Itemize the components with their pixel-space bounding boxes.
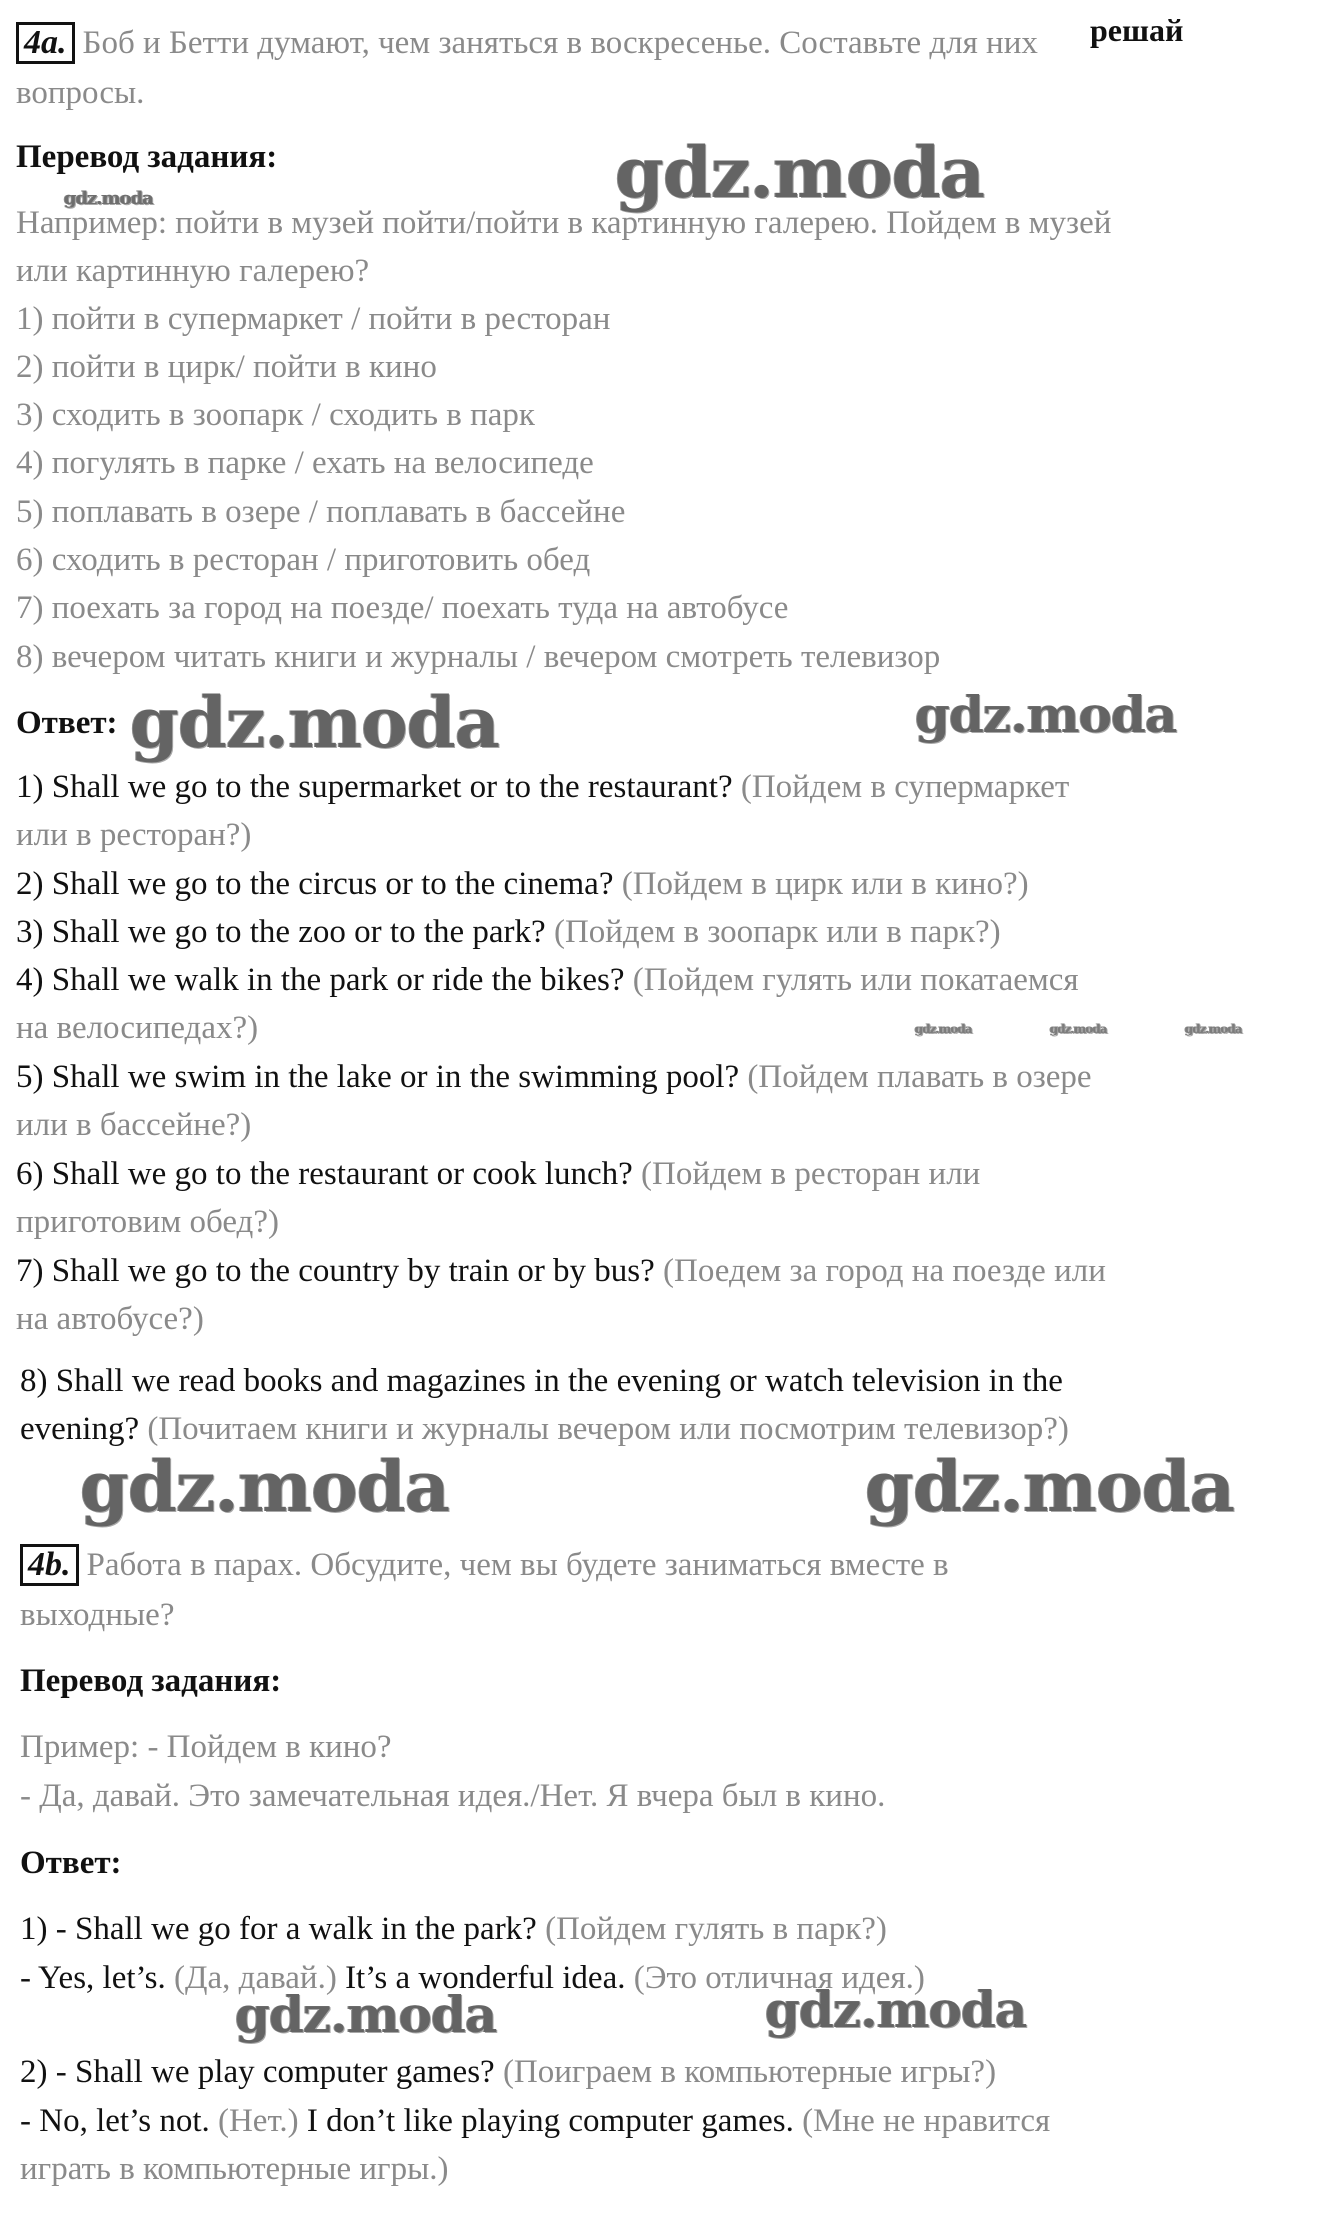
answer-item-3 xyxy=(16,909,1001,956)
task-4a-prompt-text: Боб и Бетти думают, чем заняться в воскресенье. Составьте для них xyxy=(82,25,1038,61)
answer-ru-cont: на велосипедах?) xyxy=(16,1010,259,1046)
watermark: gdz.moda xyxy=(865,1445,1235,1528)
answer-en: 2) Shall we go to the circus or to the cinema? xyxy=(16,866,614,902)
answer-item-7 xyxy=(16,1248,1106,1295)
task-4a-prompt xyxy=(16,20,1038,67)
watermark: gdz.moda xyxy=(80,1445,450,1528)
translation-line: или картинную галерею? xyxy=(16,253,370,289)
answer-ru: (Пойдем в ресторан или xyxy=(641,1156,981,1192)
dialog-line xyxy=(20,2098,1050,2145)
dialog-en: I don’t like playing computer games. xyxy=(306,2103,794,2139)
answer-item-5 xyxy=(16,1054,1092,1101)
dialog-ru-cont: играть в компьютерные игры.) xyxy=(20,2151,449,2187)
answer-en: 4) Shall we walk in the park or ride the bikes? xyxy=(16,962,625,998)
dialog-en: - No, let’s not. xyxy=(20,2103,210,2139)
answer-en: 7) Shall we go to the country by train or by bus? xyxy=(16,1253,655,1289)
corner-text-fragment: решай xyxy=(1090,12,1184,48)
task-4a-answer-heading: Ответ: xyxy=(16,705,118,741)
translation-line: 8) вечером читать книги и журналы / вечером смотреть телевизор xyxy=(16,639,941,675)
translation-line: 3) сходить в зоопарк / сходить в парк xyxy=(16,397,535,433)
answer-ru-cont: приготовим обед?) xyxy=(16,1204,279,1240)
answer-ru-cont: или в бассейне?) xyxy=(16,1107,252,1143)
dialog-line xyxy=(20,1906,887,1953)
translation-line: - Да, давай. Это замечательная идея./Нет. Я вчера был в кино. xyxy=(20,1778,886,1814)
watermark: gdz.moda xyxy=(235,1985,497,2044)
task-4b-translation-heading: Перевод задания: xyxy=(20,1663,282,1699)
answer-en: 3) Shall we go to the zoo or to the park? xyxy=(16,914,546,950)
task-4b-number: 4b. xyxy=(20,1544,79,1586)
answer-ru-cont: или в ресторан?) xyxy=(16,817,252,853)
dialog-ru: (Пойдем гулять в парк?) xyxy=(545,1911,887,1947)
answer-ru: (Пойдем в супермаркет xyxy=(740,769,1070,805)
answer-ru: (Пойдем в цирк или в кино?) xyxy=(621,866,1029,902)
dialog-en: 1) - Shall we go for a walk in the park? xyxy=(20,1911,537,1947)
task-4a-translation-heading: Перевод задания: xyxy=(16,139,278,175)
answer-en: 1) Shall we go to the supermarket or to the restaurant? xyxy=(16,769,733,805)
answer-ru: (Почитаем книги и журналы вечером или посмотрим телевизор?) xyxy=(147,1411,1069,1447)
answer-en: 6) Shall we go to the restaurant or cook lunch? xyxy=(16,1156,633,1192)
answer-item-6 xyxy=(16,1151,980,1198)
watermark: gdz.moda xyxy=(1050,1022,1107,1036)
watermark: gdz.moda xyxy=(765,1980,1027,2039)
dialog-ru: (Это отличная идея.) xyxy=(633,1960,925,1996)
answer-en: evening? xyxy=(20,1411,140,1447)
dialog-en: - Yes, let’s. xyxy=(20,1960,166,1996)
watermark: gdz.moda xyxy=(1185,1022,1242,1036)
translation-line: 5) поплавать в озере / поплавать в бассейне xyxy=(16,494,626,530)
translation-line: 2) пойти в цирк/ пойти в кино xyxy=(16,349,437,385)
translation-line: Например: пойти в музей пойти/пойти в картинную галерею. Пойдем в музей xyxy=(16,205,1112,241)
answer-ru: (Поедем за город на поезде или xyxy=(663,1253,1106,1289)
answer-ru: (Пойдем в зоопарк или в парк?) xyxy=(553,914,1001,950)
answer-item-8: 8) Shall we read books and magazines in the evening or watch television in the xyxy=(20,1363,1063,1399)
dialog-ru: (Да, давай.) xyxy=(174,1960,337,1996)
translation-line: 1) пойти в супермаркет / пойти в ресторан xyxy=(16,301,611,337)
task-4b-answer-heading: Ответ: xyxy=(20,1845,122,1881)
task-4b-prompt-text: Работа в парах. Обсудите, чем вы будете заниматься вместе в xyxy=(86,1547,949,1583)
task-4b-prompt xyxy=(20,1542,949,1589)
answer-ru: (Пойдем плавать в озере xyxy=(747,1059,1092,1095)
dialog-ru: (Нет.) xyxy=(217,2103,299,2139)
answer-en: 5) Shall we swim in the lake or in the swimming pool? xyxy=(16,1059,740,1095)
watermark: gdz.moda xyxy=(130,681,500,764)
watermark: gdz.moda xyxy=(64,188,153,209)
dialog-line xyxy=(20,2049,996,2096)
answer-ru: (Пойдем гулять или покатаемся xyxy=(632,962,1079,998)
task-4b-prompt-cont: выходные? xyxy=(20,1597,175,1633)
dialog-en: 2) - Shall we play computer games? xyxy=(20,2054,495,2090)
dialog-ru: (Поиграем в компьютерные игры?) xyxy=(502,2054,997,2090)
translation-line: Пример: - Пойдем в кино? xyxy=(20,1729,392,1765)
answer-item-2 xyxy=(16,861,1029,908)
watermark: gdz.moda xyxy=(915,1022,972,1036)
answer-item-1 xyxy=(16,764,1069,811)
answer-item-4 xyxy=(16,957,1079,1004)
answer-ru-cont: на автобусе?) xyxy=(16,1301,204,1337)
dialog-en: It’s a wonderful idea. xyxy=(345,1960,626,1996)
dialog-ru: (Мне не нравится xyxy=(802,2103,1051,2139)
watermark: gdz.moda xyxy=(915,685,1177,744)
task-4a-prompt-cont: вопросы. xyxy=(16,75,145,111)
translation-line: 4) погулять в парке / ехать на велосипеде xyxy=(16,445,594,481)
translation-line: 6) сходить в ресторан / приготовить обед xyxy=(16,542,591,578)
task-4a-number: 4a. xyxy=(16,22,75,64)
translation-line: 7) поехать за город на поезде/ поехать туда на автобусе xyxy=(16,590,789,626)
watermark: gdz.moda xyxy=(615,131,985,214)
